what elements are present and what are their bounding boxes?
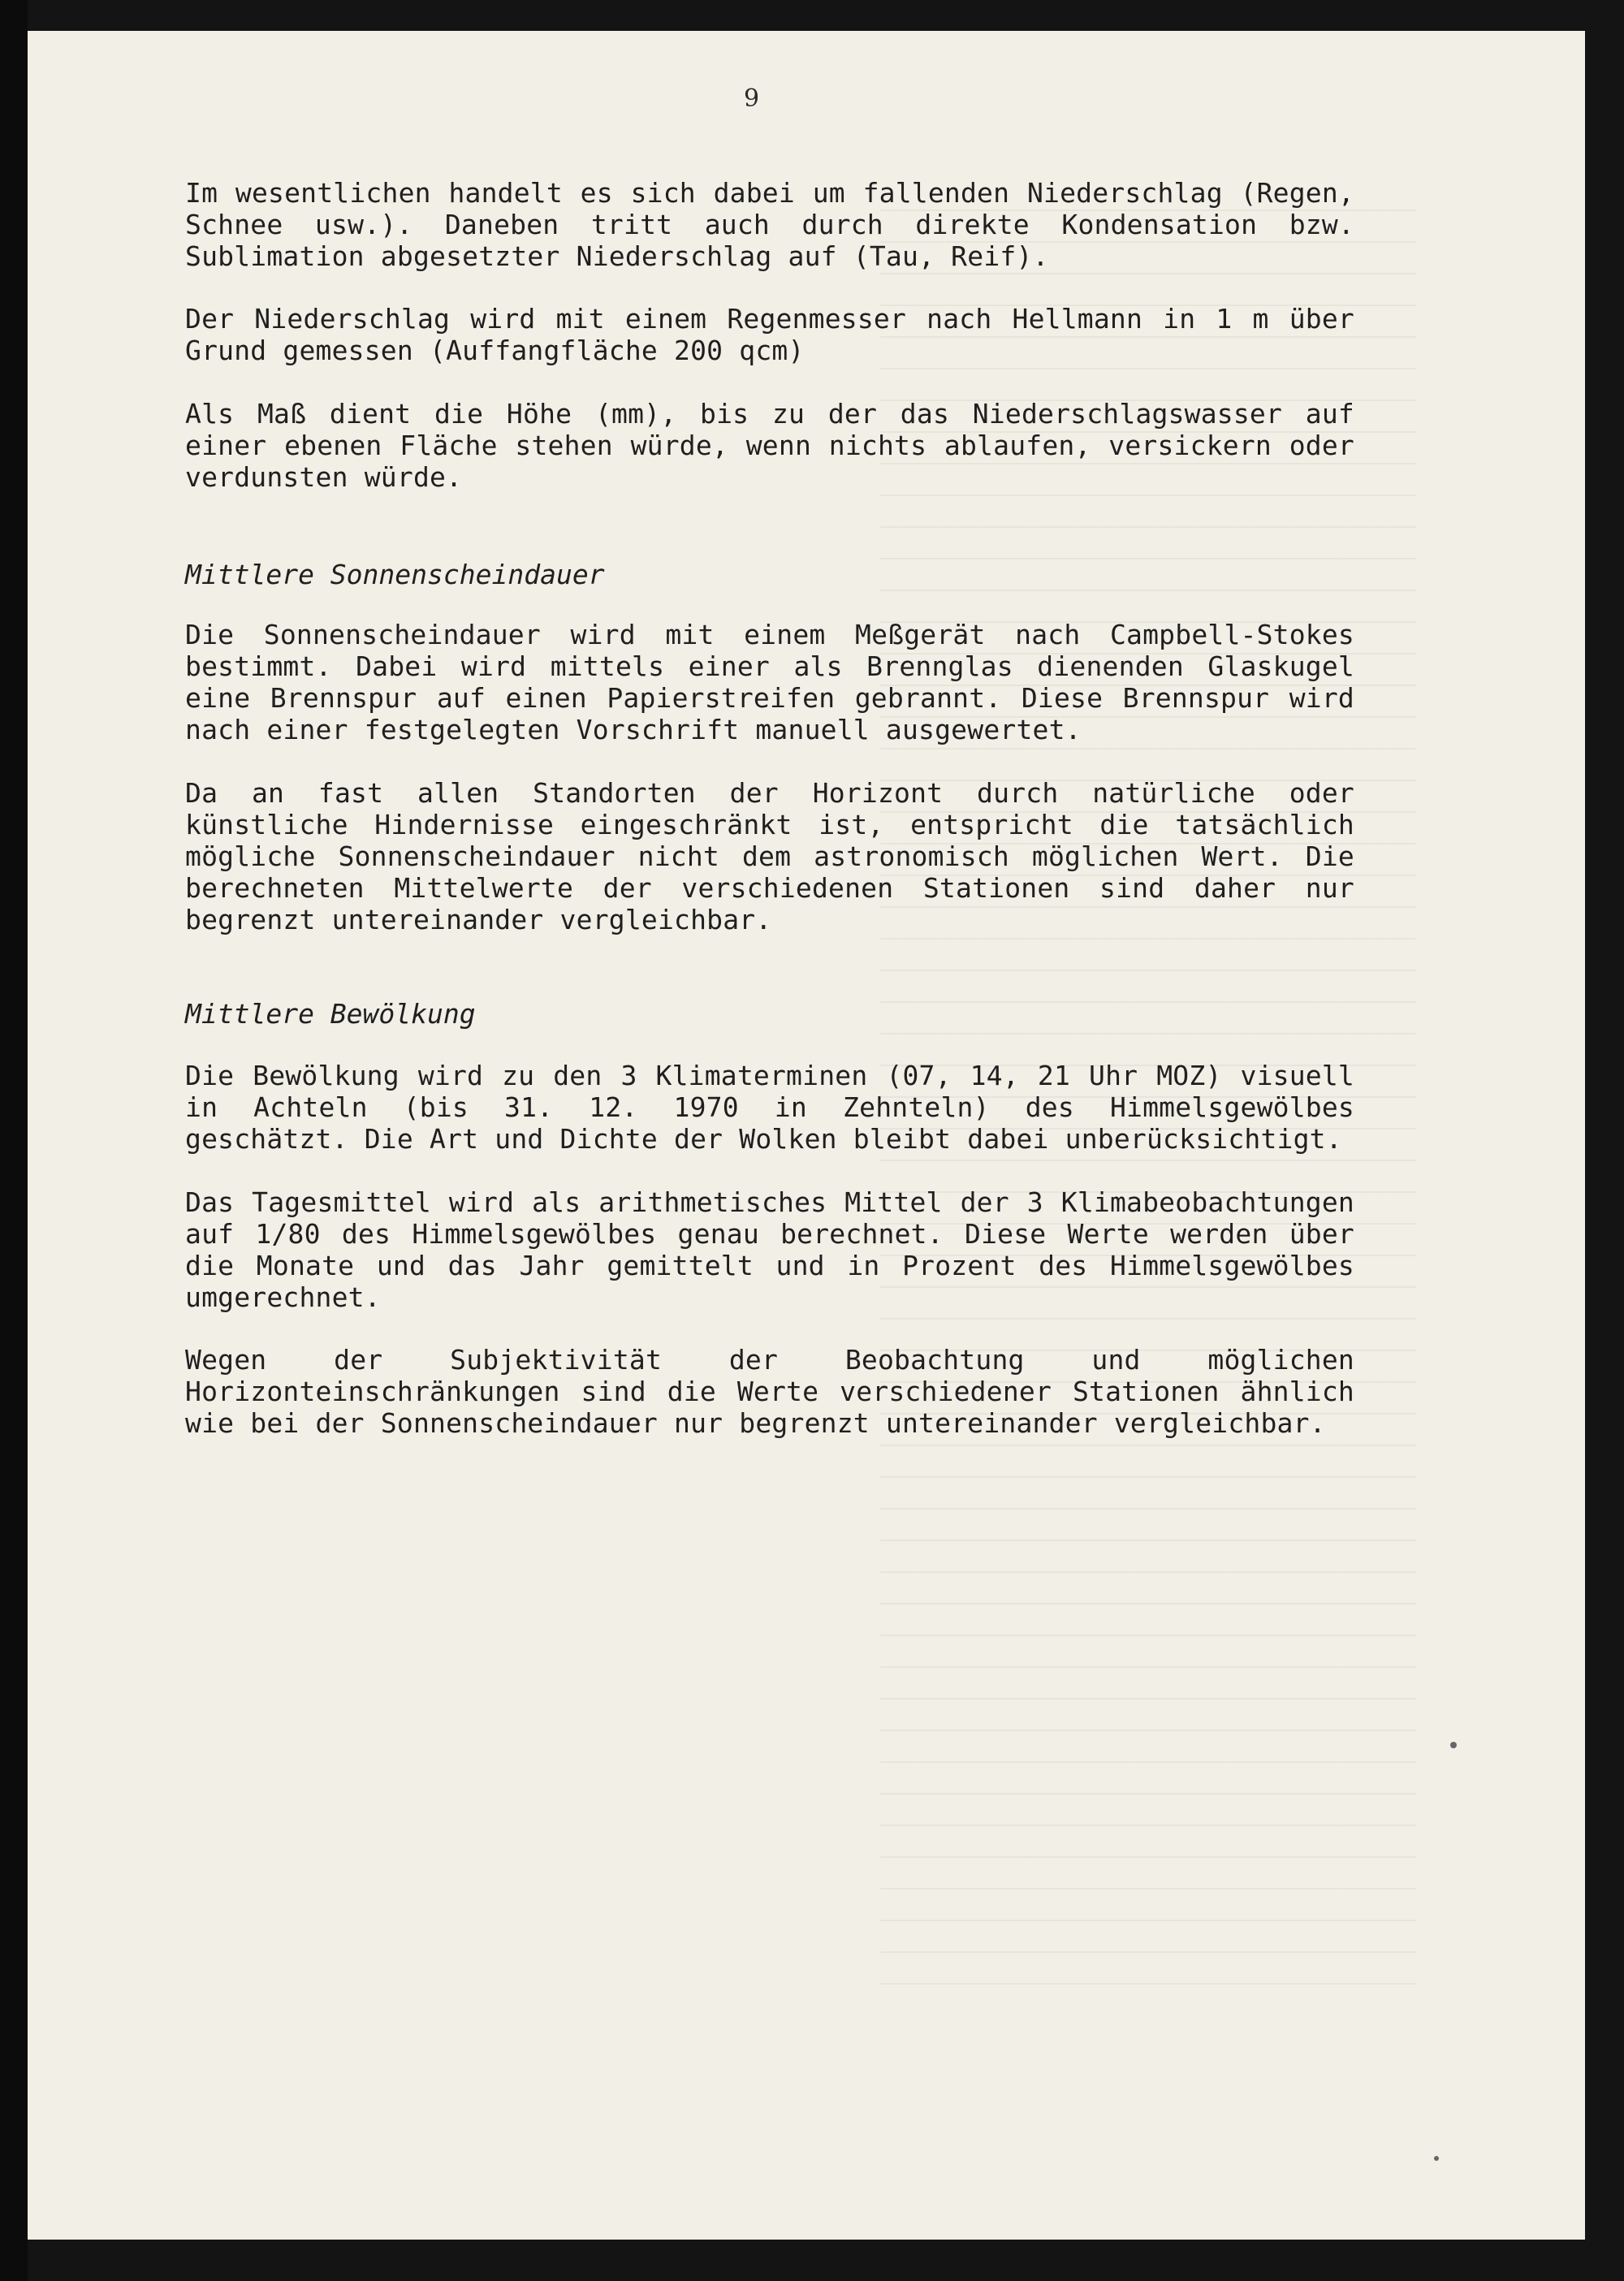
binding-gutter (0, 0, 28, 2281)
heading-sonnenscheindauer: Mittlere Sonnenscheindauer (185, 559, 605, 590)
intro-paragraph-1: Im wesentlichen handelt es sich dabei um fallenden Niederschlag (Regen, Schnee usw.). Daneben tritt auch durch direkte Kondensation bzw. Sublimation abgesetzter Niederschlag auf (Tau, Reif). (185, 177, 1354, 272)
bewoelkung-paragraph-2: Das Tagesmittel wird als arithmetisches Mittel der 3 Klimabeobachtungen auf 1/80 des Himmelsgewölbes genau berechnet. Diese Werte werden über die Monate und das Jahr gemittelt und in Prozent des Himmelsgewölbes umgerechnet. (185, 1186, 1354, 1313)
heading-bewoelkung: Mittlere Bewölkung (185, 998, 476, 1030)
sonnenschein-paragraph-2: Da an fast allen Standorten der Horizont durch natürliche oder künstliche Hindernisse eingeschränkt ist, entspricht die tatsächlich mögliche Sonnenscheindauer nicht dem astronomisch möglichen Wert. Die berechneten Mittelwerte der verschiedenen Stationen sind daher nur begrenzt untereinander vergleichbar. (185, 777, 1354, 935)
page-number: 9 (744, 84, 760, 113)
intro-paragraph-3: Als Maß dient die Höhe (mm), bis zu der das Niederschlagswasser auf einer ebenen Fläche stehen würde, wenn nichts ablaufen, versickern oder verdunsten würde. (185, 398, 1354, 493)
paper-speck (1450, 1742, 1457, 1748)
paper-speck (1434, 2156, 1439, 2161)
bewoelkung-paragraph-3: Wegen der Subjektivität der Beobachtung und möglichen Horizonteinschränkungen sind die Werte verschiedener Stationen ähnlich wie bei der Sonnenscheindauer nur begrenzt untereinander vergleichbar. (185, 1344, 1354, 1439)
sonnenschein-paragraph-1: Die Sonnenscheindauer wird mit einem Meßgerät nach Campbell-Stokes bestimmt. Dabei wird mittels einer als Brennglas dienenden Glaskugel eine Brennspur auf einen Papierstreifen gebrannt. Diese Brennspur wird nach einer festgelegten Vorschrift manuell ausgewertet. (185, 619, 1354, 745)
bewoelkung-paragraph-1: Die Bewölkung wird zu den 3 Klimaterminen (07, 14, 21 Uhr MOZ) visuell in Achteln (bis 31. 12. 1970 in Zehnteln) des Himmelsgewölbes geschätzt. Die Art und Dichte der Wolken bleibt dabei unberücksichtigt. (185, 1060, 1354, 1155)
intro-paragraph-2: Der Niederschlag wird mit einem Regenmesser nach Hellmann in 1 m über Grund gemessen (Auffangfläche 200 qcm) (185, 303, 1354, 366)
